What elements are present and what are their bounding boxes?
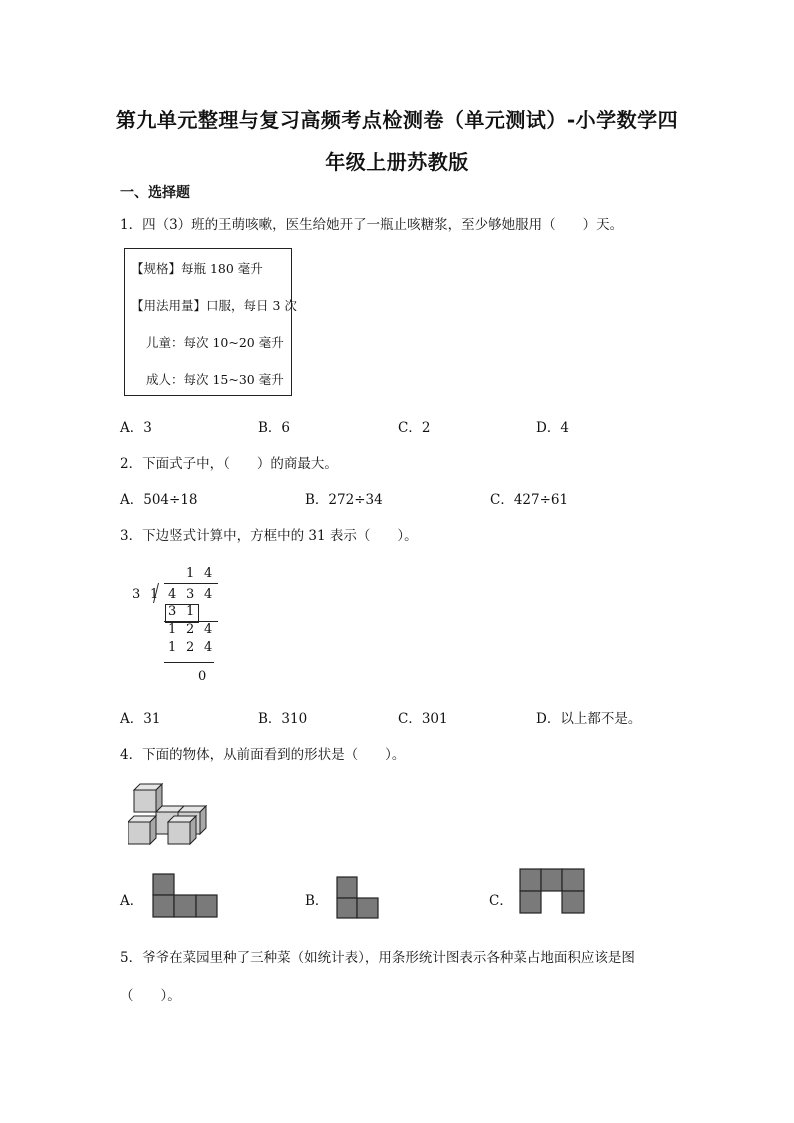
q1-option-b[interactable]: B．6: [258, 420, 291, 436]
q4-option-a-figure[interactable]: [152, 873, 219, 919]
division-bar: [164, 583, 218, 584]
question-3-text: 3．下边竖式计算中，方框中的 31 表示（ ）。: [120, 528, 418, 544]
divisor-digit: 3: [132, 587, 141, 602]
boxed-digit: 1: [186, 604, 195, 619]
boxed-partial-product: [165, 604, 199, 623]
q2-option-c[interactable]: C．427÷61: [490, 492, 569, 508]
spec-line-1: 【规格】每瓶 180 毫升: [131, 261, 263, 276]
dividend-digit: 3: [186, 587, 195, 602]
q2-option-b[interactable]: B．272÷34: [305, 492, 383, 508]
question-2-text: 2．下面式子中，（ ）的商最大。: [120, 456, 338, 472]
division-line: [164, 621, 218, 622]
remainder-digit: 2: [186, 622, 195, 637]
division-bracket: [153, 583, 166, 603]
q4-option-a[interactable]: A．: [120, 893, 144, 909]
page-title-line1: 第九单元整理与复习高频考点检测卷（单元测试）-小学数学四: [115, 108, 679, 132]
product-digit: 2: [186, 640, 195, 655]
q4-option-b[interactable]: B．: [305, 893, 329, 909]
cube-assembly-figure: [128, 782, 210, 846]
division-line: [164, 662, 214, 663]
q2-option-a[interactable]: A．504÷18: [120, 492, 198, 508]
remainder-digit: 4: [204, 622, 213, 637]
divisor-digit: 1: [150, 587, 159, 602]
product-digit: 4: [204, 640, 213, 655]
spec-line-3: 儿童：每次 10~20 毫升: [146, 335, 284, 350]
q3-option-d[interactable]: D．以上都不是。: [536, 711, 642, 727]
q3-option-b[interactable]: B．310: [258, 711, 308, 727]
quotient-digit: 4: [204, 566, 213, 581]
product-digit: 1: [168, 640, 177, 655]
question-4-text: 4．下面的物体，从前面看到的形状是（ ）。: [120, 747, 406, 763]
dividend-digit: 4: [204, 587, 213, 602]
section-heading: 一、选择题: [120, 185, 190, 201]
dividend-digit: 4: [168, 587, 177, 602]
question-5-answer-blank: （ ）。: [120, 988, 181, 1004]
q1-option-d[interactable]: D．4: [536, 420, 569, 436]
question-1-text: 1．四（3）班的王萌咳嗽，医生给她开了一瓶止咳糖浆，至少够她服用（ ）天。: [120, 217, 624, 233]
page-title-line2: 年级上册苏教版: [325, 150, 469, 174]
final-remainder: 0: [198, 669, 207, 684]
q4-option-c-figure[interactable]: [519, 868, 586, 915]
remainder-digit: 1: [168, 622, 177, 637]
question-5-text: 5．爷爷在菜园里种了三种菜（如统计表），用条形统计图表示各种菜占地面积应该是图: [120, 950, 635, 966]
q4-option-b-figure[interactable]: [336, 876, 380, 920]
q3-option-c[interactable]: C．301: [398, 711, 448, 727]
q1-option-c[interactable]: C．2: [398, 420, 431, 436]
dosage-label-box: [124, 248, 297, 396]
q1-option-a[interactable]: A．3: [120, 420, 152, 436]
spec-line-2: 【用法用量】口服，每日 3 次: [131, 298, 297, 313]
spec-line-4: 成人：每次 15~30 毫升: [146, 372, 284, 387]
quotient-digit: 1: [186, 566, 195, 581]
q3-option-a[interactable]: A．31: [120, 711, 161, 727]
boxed-digit: 3: [168, 604, 177, 619]
q4-option-c[interactable]: C．: [489, 893, 513, 909]
